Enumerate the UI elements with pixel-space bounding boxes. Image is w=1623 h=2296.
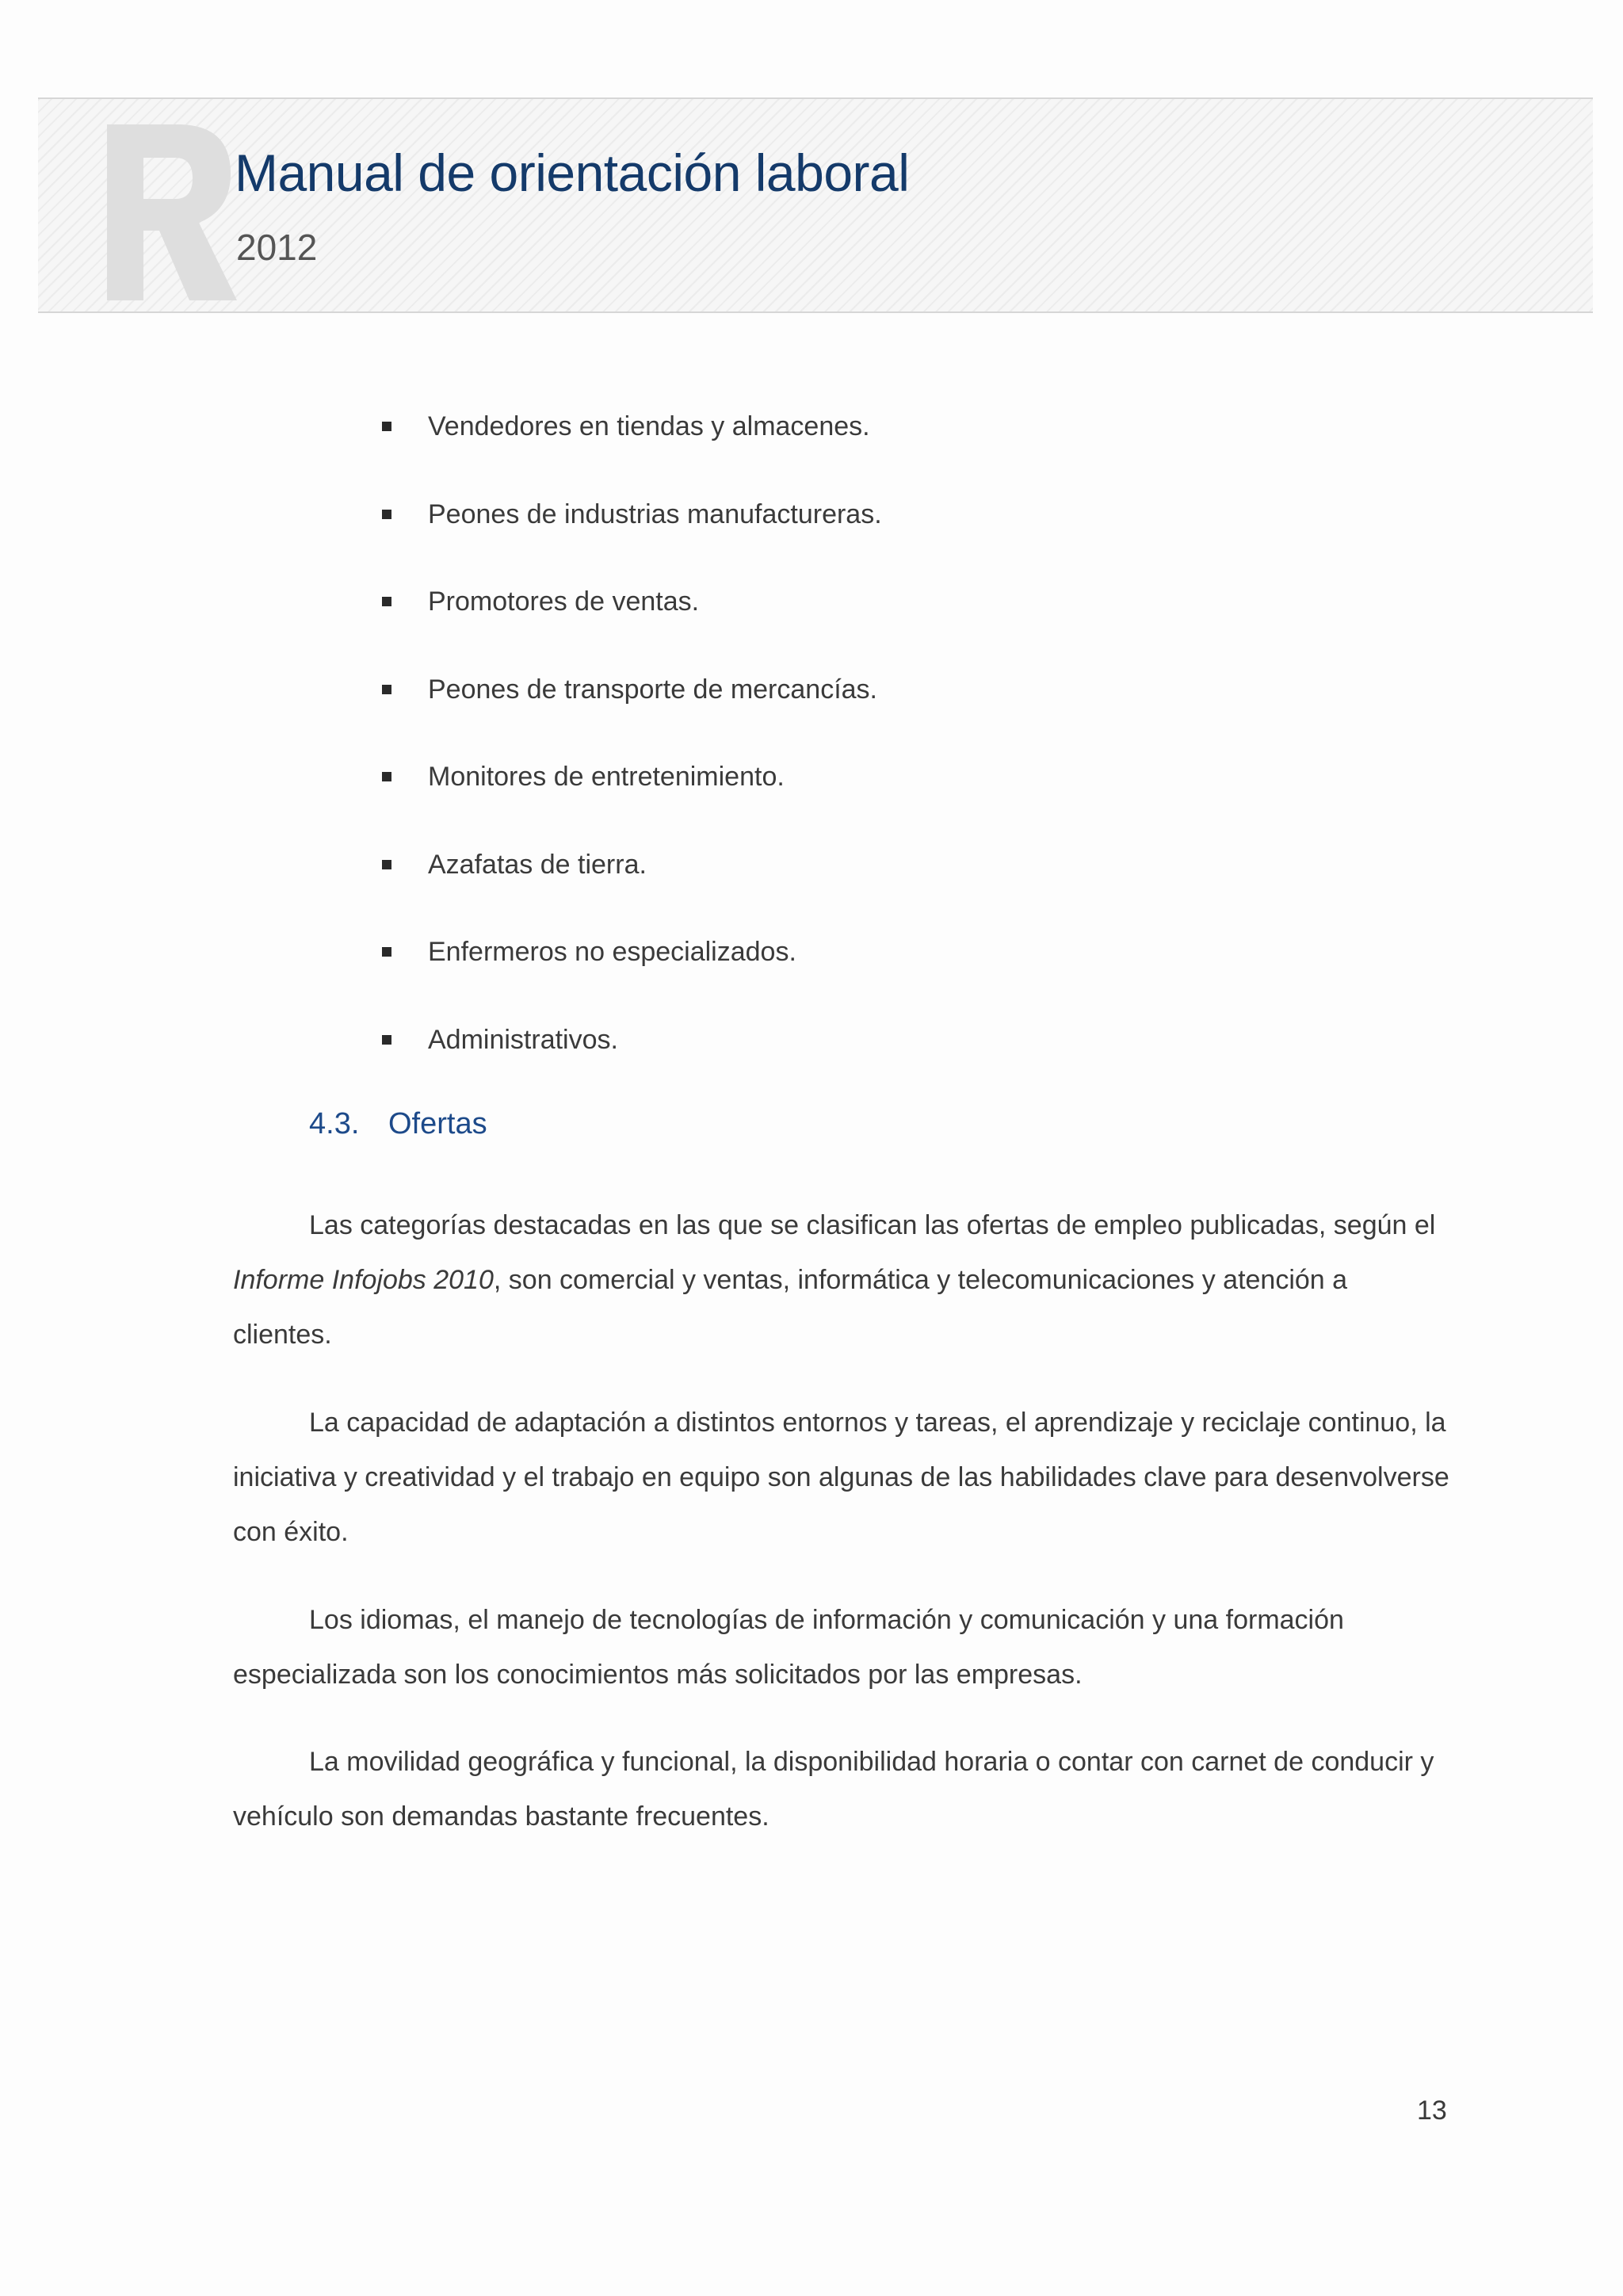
- paragraph-text: Las categorías destacadas en las que se clasifican las ofertas de empleo publicadas, según el: [309, 1210, 1436, 1240]
- list-item-text: Administrativos.: [428, 1024, 618, 1055]
- square-bullet-icon: [382, 947, 391, 957]
- paragraph-text: , son comercial y ventas, informática y telecomunicaciones y atención a clientes.: [233, 1265, 1348, 1350]
- paragraph-knowledge: Los idiomas, el manejo de tecnologías de información y comunicación y una formación especializada son los conocimientos más solicitados por las empresas.: [233, 1605, 1344, 1690]
- section-heading: [309, 1107, 487, 1141]
- document-title: Manual de orientación laboral: [235, 143, 910, 202]
- section-number: 4.3.: [309, 1107, 360, 1140]
- list-item-text: Promotores de ventas.: [428, 586, 700, 617]
- square-bullet-icon: [382, 772, 391, 781]
- document-header: [38, 97, 1593, 313]
- square-bullet-icon: [382, 860, 391, 869]
- paragraph-ofertas-categories: [233, 1198, 1453, 1362]
- list-item-text: Enfermeros no especializados.: [428, 937, 796, 967]
- square-bullet-icon: [382, 1035, 391, 1045]
- list-item-text: Monitores de entretenimiento.: [428, 762, 785, 792]
- paragraph-demands: La movilidad geográfica y funcional, la disponibilidad horaria o contar con carnet de conducir y vehículo son demandas bastante frecuentes.: [233, 1747, 1434, 1832]
- square-bullet-icon: [382, 422, 391, 431]
- list-item-text: Peones de transporte de mercancías.: [428, 674, 877, 705]
- square-bullet-icon: [382, 510, 391, 519]
- page-number: 13: [1417, 2095, 1447, 2126]
- square-bullet-icon: [382, 597, 391, 606]
- square-bullet-icon: [382, 685, 391, 694]
- section-title: Ofertas: [388, 1107, 487, 1140]
- list-item-text: Azafatas de tierra.: [428, 849, 647, 880]
- document-year: 2012: [236, 227, 318, 268]
- r-letter-watermark-icon: [97, 117, 240, 307]
- report-citation: Informe Infojobs 2010: [233, 1265, 494, 1295]
- list-item-text: Vendedores en tiendas y almacenes.: [428, 411, 870, 441]
- list-item-text: Peones de industrias manufactureras.: [428, 499, 882, 529]
- paragraph-skills: La capacidad de adaptación a distintos entornos y tareas, el aprendizaje y reciclaje continuo, la iniciativa y creatividad y el trabajo en equipo son algunas de las habilidades clave para desenvolverse con éxito.: [233, 1408, 1449, 1547]
